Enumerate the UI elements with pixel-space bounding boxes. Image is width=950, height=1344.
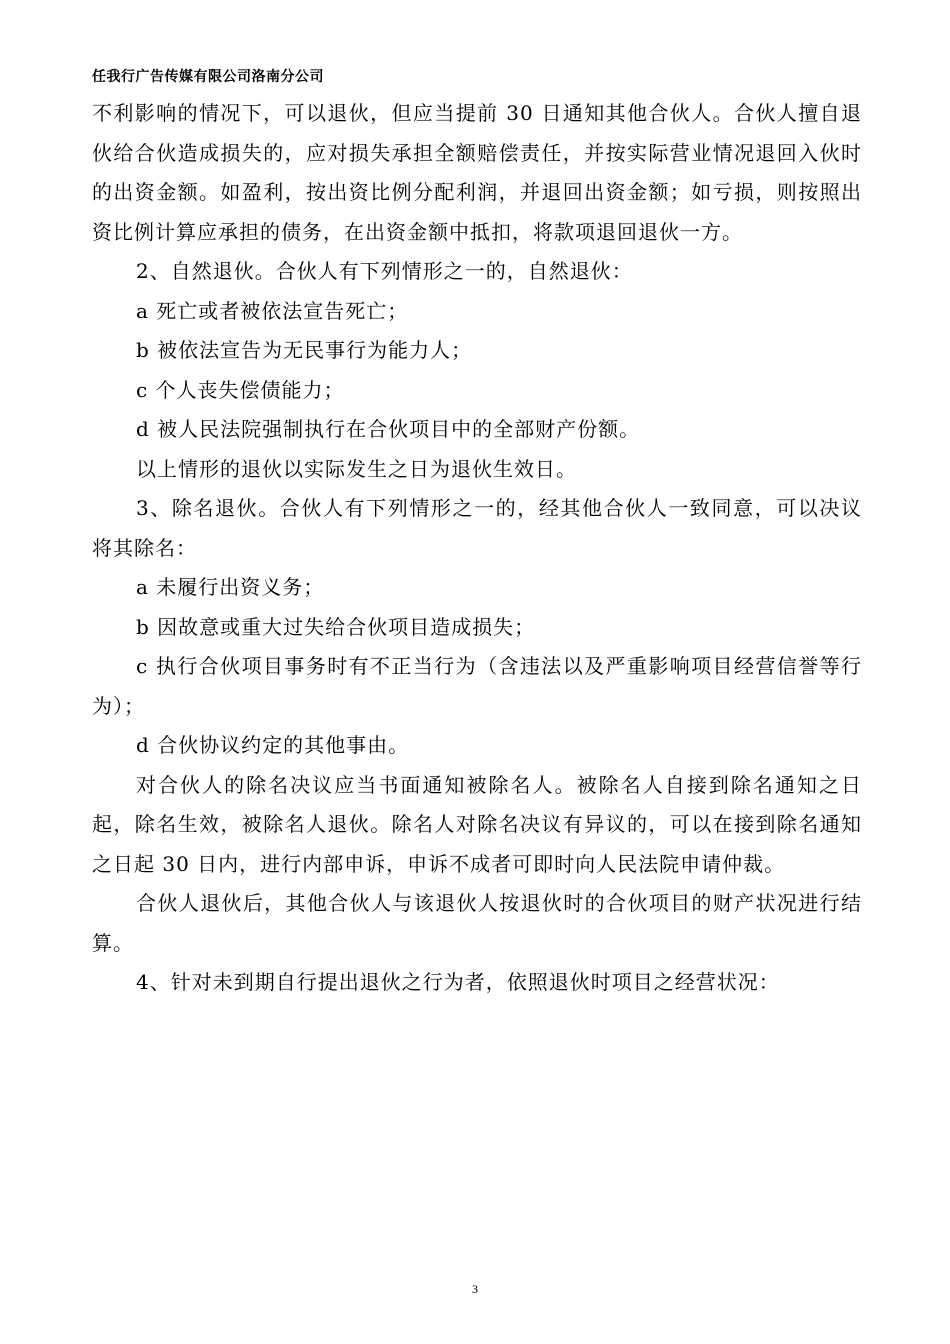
- list-item: b 被依法宣告为无民事行为能力人；: [136, 338, 473, 362]
- page-number: 3: [472, 1282, 478, 1296]
- document-body: [92, 94, 862, 1003]
- list-item: c 个人丧失偿债能力；: [136, 377, 345, 402]
- paragraph: 2、自然退伙。合伙人有下列情形之一的，自然退伙：: [136, 259, 633, 283]
- list-item: d 合伙协议约定的其他事由。: [136, 733, 410, 757]
- list-item: a 死亡或者被依法宣告死亡；: [136, 298, 409, 323]
- list-item: b 因故意或重大过失给合伙项目造成损失；: [136, 614, 536, 639]
- paragraph: 合伙人退伙后，其他合伙人与该退伙人按退伙时的合伙项目的财产状况进行结算。: [92, 891, 862, 955]
- paragraph: 3、除名退伙。合伙人有下列情形之一的，经其他合伙人一致同意，可以决议将其除名：: [92, 496, 862, 560]
- list-item: a 未履行出资义务；: [136, 575, 325, 599]
- paragraph: 以上情形的退伙以实际发生之日为退伙生效日。: [136, 456, 577, 481]
- paragraph: 不利影响的情况下，可以退伙，但应当提前 30 日通知其他合伙人。合伙人擅自退伙给合伙造成损失的，应对损失承担全额赔偿责任，并按实际营业情况退回入伙时的出资金额。如盈利，按出资比例分配利润，并退回出资金额；如亏损，则按照出资比例计算应承担的债务，在出资金额中抵扣，将款项退回退伙一方。: [92, 101, 862, 244]
- page-header: 任我行广告传媒有限公司洛南分公司: [92, 69, 324, 85]
- paragraph: 对合伙人的除名决议应当书面通知被除名人。被除名人自接到除名通知之日起，除名生效，被除名人退伙。除名人对除名决议有异议的，可以在接到除名通知之日起 30 日内，进行内部申诉，申诉不成者可即时向人民法院申请仲裁。: [92, 772, 862, 876]
- list-item: d 被人民法院强制执行在合伙项目中的全部财产份额。: [136, 417, 641, 441]
- paragraph: 4、针对未到期自行提出退伙之行为者，依照退伙时项目之经营状况：: [136, 970, 780, 994]
- list-item: c 执行合伙项目事务时有不正当行为（含违法以及严重影响项目经营信誉等行为）；: [92, 654, 862, 718]
